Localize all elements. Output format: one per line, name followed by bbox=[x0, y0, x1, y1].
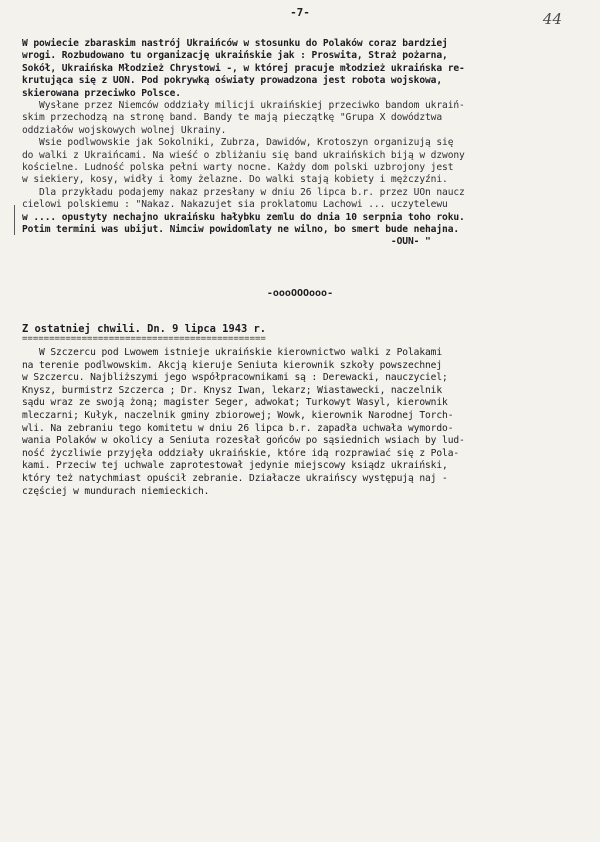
text-line: sądu wraz ze swoją żoną; magister Seger, adwokat; Turkowyt Wasyl, kierownik bbox=[22, 397, 448, 409]
text-line: który też natychmiast opuścił zebranie. Działacze ukraińscy występują naj - bbox=[22, 472, 448, 484]
text-line: w .... opustyty nechajno ukraińsku hałybku zemlu do dnia 10 serpnia toho roku. bbox=[22, 211, 465, 223]
text-line: do walki z Ukraińcami. Na wieść o zbliżaniu się band ukraińskich biją w dzwony bbox=[22, 149, 465, 161]
paragraph-militia-and-villages bbox=[22, 100, 588, 249]
text-line: Potim termini was ubijut. Nimciw powidomlaty ne wilno, bo smert bude nehajna. bbox=[22, 224, 460, 236]
text-line: mleczarni; Kułyk, naczelnik gminy zbiorowej; Wowk, kierownik Narodnej Torch- bbox=[22, 409, 454, 421]
text-line: cielowi polskiemu : "Nakaz. Nakazujet sia proklatomu Lachowi ... uczytelewu bbox=[22, 199, 448, 211]
text-line: Wysłane przez Niemców oddziały milicji ukraińskiej przeciwko bandom ukraiń- bbox=[22, 100, 465, 111]
text-line: ność życzliwie przyjęła oddziały ukraińskie, które idą rozprawiać się z Pola- bbox=[22, 447, 460, 459]
text-line: kościelne. Ludność polska pełni warty nocne. Każdy dom polski uzbrojony jest bbox=[22, 162, 454, 174]
heading-underline: ============================================= bbox=[22, 334, 266, 344]
text-line: Knysz, burmistrz Szczerca ; Dr. Knysz Iwan, lekarz; Wiastawecki, naczelnik bbox=[22, 384, 443, 396]
page-number: -7- bbox=[290, 6, 310, 19]
paragraph-zbaraz bbox=[22, 38, 588, 100]
handwritten-archive-number: 44 bbox=[542, 10, 562, 28]
text-line: krutująca się z UON. Pod pokrywką oświaty prowadzona jest robota wojskowa, bbox=[22, 75, 443, 87]
text-line: oddziałów wojskowych wolnej Ukrainy. bbox=[22, 124, 227, 136]
text-line: Dla przykładu podajemy nakaz przesłany w dniu 26 lipca b.r. przez UOn naucz bbox=[22, 186, 465, 198]
text-line: częściej w mundurach niemieckich. bbox=[22, 485, 210, 497]
text-line: W Szczercu pod Lwowem istnieje ukraińskie kierownictwo walki z Polakami bbox=[22, 347, 443, 358]
text-line: skierowana przeciwko Polsce. bbox=[22, 87, 181, 99]
signature-oun: -OUN- " bbox=[22, 236, 431, 248]
text-line: Wsie podlwowskie jak Sokolniki, Zubrza, Dawidów, Krotoszyn organizują się bbox=[22, 137, 454, 149]
text-line: wli. Na zebraniu tego komitetu w dniu 26 lipca b.r. zapadła uchwała wymordo- bbox=[22, 422, 454, 434]
text-line: wania Polaków w okolicy a Seniuta rozesłał gońców po sąsiednich wsiach by lud- bbox=[22, 435, 465, 447]
text-line: w siekiery, kosy, widły i łomy żelazne. Do walki stają kobiety i mężczyźni. bbox=[22, 174, 448, 186]
paragraph-szczerzec bbox=[22, 347, 588, 498]
text-line: skim przechodzą na stronę band. Bandy te mają pieczątkę "Grupa X dowództwa bbox=[22, 112, 443, 124]
text-line: Sokół, Ukraińska Młodzież Chrystowi -, w której pracuje młodzież ukraińska re- bbox=[22, 62, 465, 74]
text-line: W powiecie zbaraskim nastrój Ukraińców w stosunku do Polaków coraz bardziej bbox=[22, 38, 448, 49]
text-line: wrogi. Rozbudowano tu organizację ukraińskie jak : Proswita, Straż pożarna, bbox=[22, 50, 448, 62]
section-heading: Z ostatniej chwili. Dn. 9 lipca 1943 r. bbox=[22, 323, 266, 335]
text-line: kami. Przeciw tej uchwale zaprotestował jedynie miejscowy ksiądz ukraiński, bbox=[22, 460, 448, 472]
text-line: na terenie podlwowskim. Akcją kieruje Seniuta kierownik szkoły powszechnej bbox=[22, 359, 443, 371]
section-separator: -oooOOOooo- bbox=[266, 288, 334, 299]
text-line: w Szczercu. Najbliższymi jego współpracownikami są : Derewacki, nauczyciel; bbox=[22, 372, 448, 384]
margin-mark bbox=[14, 205, 15, 235]
